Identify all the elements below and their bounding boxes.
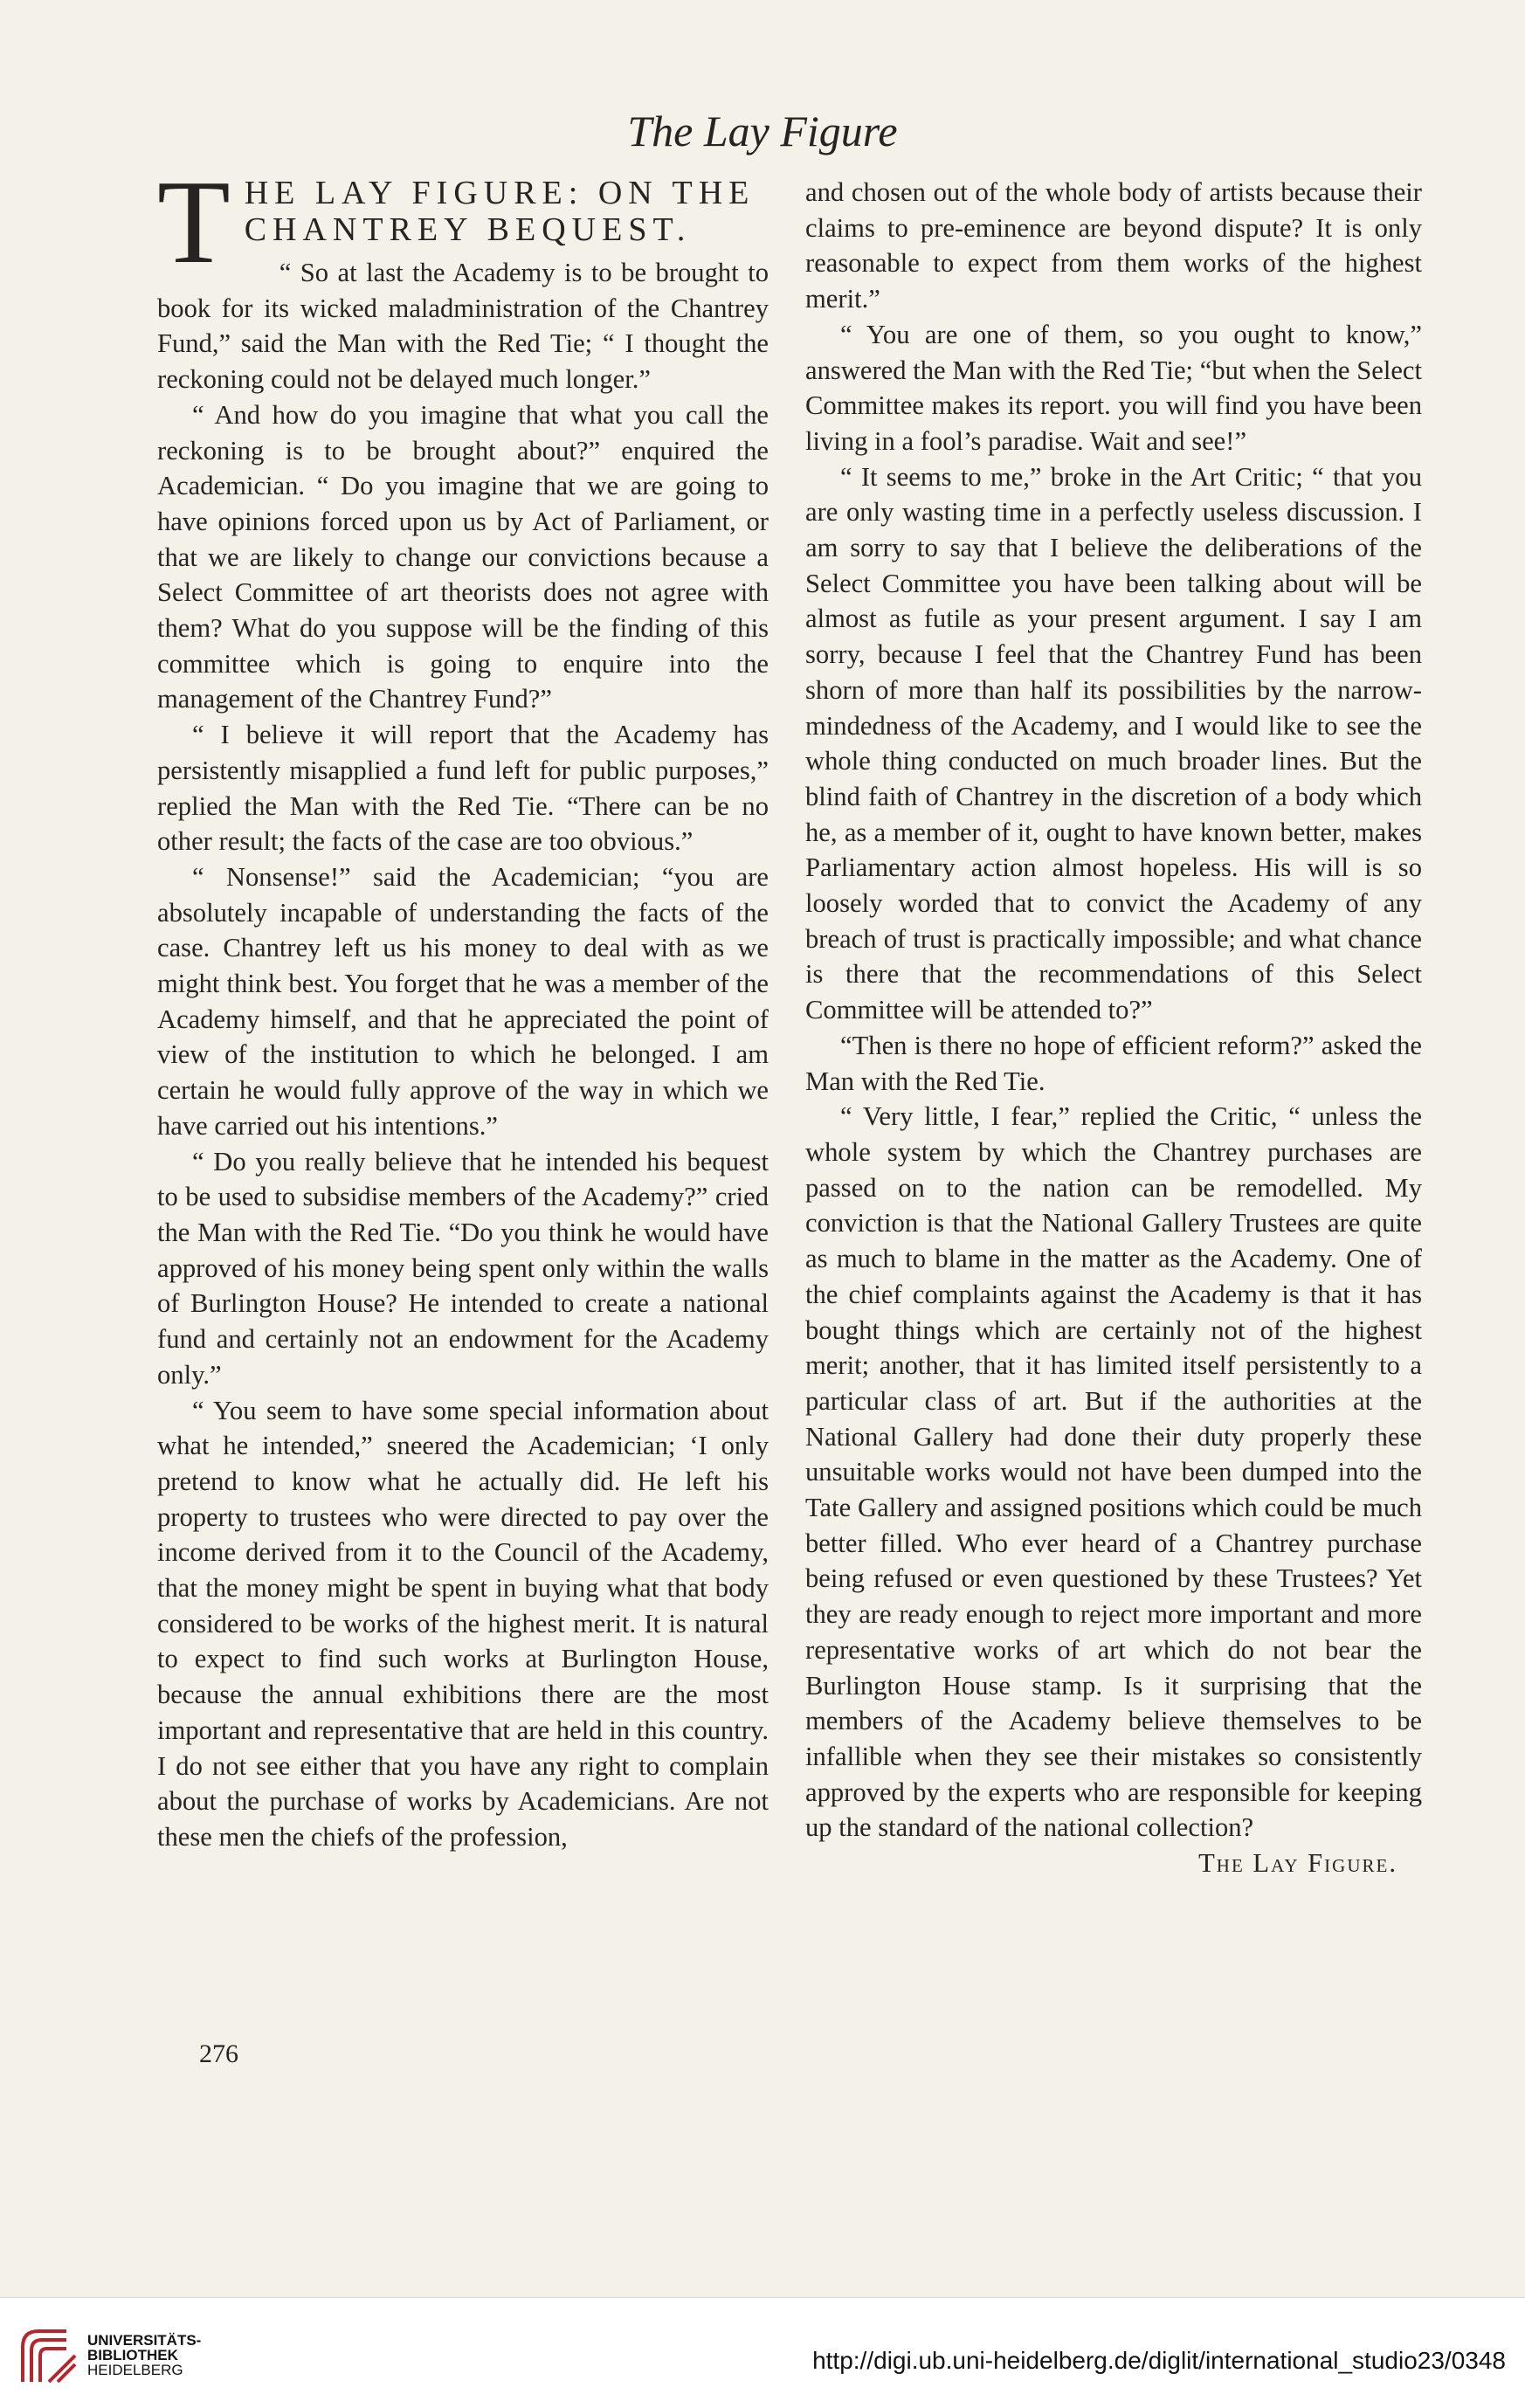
right-column bbox=[805, 175, 1422, 1881]
paragraph: “Then is there no hope of efficient reform?” asked the Man with the Red Tie. bbox=[805, 1030, 1422, 1096]
page-number: 276 bbox=[199, 2039, 238, 2068]
article-headline-line2: CHANTREY BEQUEST. bbox=[244, 211, 692, 248]
library-name: UNIVERSITÄTS- BIBLIOTHEK HEIDELBERG bbox=[87, 2332, 202, 2378]
source-url[interactable]: http://digi.ub.uni-heidelberg.de/diglit/international_studio23/0348 bbox=[812, 2347, 1506, 2374]
paragraph: “ Nonsense!” said the Academician; “you are absolutely incapable of understanding the facts of the case. Chantrey left us his money to deal with as we might think best. You forget that he was a member of the Academy himself, and that he appreciated the point of view of the institution to which he belonged. I am certain he would fully approve of the way in which we have carried out his intentions.” bbox=[157, 861, 769, 1141]
library-footer bbox=[0, 2297, 1525, 2408]
paragraph: “ It seems to me,” broke in the Art Critic; “ that you are only wasting time in a perfectly useless discussion. I am sorry to say that I believe the deliberations of the Select Committee you have been talking about will be almost as futile as your present argument. I say I am sorry, because I feel that the Chantrey Fund has been shorn of more than half its possibilities by the narrow-mindedness of the Academy, and I would like to see the whole thing conducted on much broader lines. But the blind faith of Chantrey in the discretion of a body which he, as a member of it, ought to have known better, makes Parliamentary action almost hopeless. His will is so loosely worded that to convict the Academy of any breach of trust is practically impossible; and what chance is there that the recommendations of this Select Committee will be attended to?” bbox=[805, 461, 1422, 1025]
paragraph: “ Do you really believe that he intended his bequest to be used to subsidise members of the Academy?” cried the Man with the Red Tie. “Do you think he would have approved of his money being spent only within the walls of Burlington House? He intended to create a national fund and certainly not an endowment for the Academy only.” bbox=[157, 1146, 769, 1390]
paragraph: “ I believe it will report that the Academy has persistently misapplied a fund left for public purposes,” replied the Man with the Red Tie. “There can be no other result; the facts of the case are too obvious.” bbox=[157, 720, 769, 857]
left-column bbox=[157, 155, 769, 1855]
paragraph: “ You are one of them, so you ought to know,” answered the Man with the Red Tie; “but when the Select Committee makes its report. you will find you have been living in a fool’s paradise. Wait and see!” bbox=[805, 319, 1422, 456]
paragraph: “ So at last the Academy is to be brought to book for its wicked maladministration of the Chantrey Fund,” said the Man with the Red Tie; “ I thought the reckoning could not be delayed much longer.” bbox=[157, 258, 769, 395]
paragraph-continuation: and chosen out of the whole body of artists because their claims to pre-eminence are beyond dispute? It is only reasonable to expect from them works of the highest merit.” bbox=[805, 177, 1422, 314]
signature: The Lay Figure. bbox=[1198, 1848, 1397, 1879]
paragraph: “ Very little, I fear,” replied the Critic, “ unless the whole system by which the Chantrey purchases are passed on to the nation can be remodelled. My conviction is that the National Gallery Trustees are quite as much to blame in the matter as the Academy. One of the chief complaints against the Academy is that it has bought things which are certainly not of the highest merit; another, that it has limited itself persistently to a particular class of art. But if the authorities at the National Gallery had done their duty properly these unsuitable works would not have been dumped into the Tate Gallery and assigned positions which could be much better filled. Who ever heard of a Chantrey purchase being refused or even questioned by these Trustees? Yet they are ready enough to reject more important and more representative works of art which do not bear the Burlington House stamp. Is it surprising that the members of the Academy believe themselves to be infallible when they see their mistakes so consistently approved by the experts who are responsible for keeping up the standard of the national collection? bbox=[805, 1101, 1422, 1843]
ub-heidelberg-logo-icon bbox=[14, 2321, 84, 2391]
article-headline-line1: HE LAY FIGURE: ON THE bbox=[244, 175, 756, 211]
paragraph: “ And how do you imagine that what you call the reckoning is to be brought about?” enquired the Academician. “ Do you imagine that we are going to have opinions forced upon us by Act of Parliament, or that we are likely to change our convictions because a Select Committee of art theorists does not agree with them? What do you suppose will be the finding of this committee which is going to enquire into the management of the Chantrey Fund?” bbox=[157, 399, 769, 714]
paragraph: “ You seem to have some special information about what he intended,” sneered the Academician; ‘I only pretend to know what he actually did. He left his property to trustees who were directed to pay over the income derived from it to the Council of the Academy, that the money might be spent in buying what that body considered to be works of the highest merit. It is natural to expect to find such works at Burlington House, because the annual exhibitions there are the most important and representative that are held in this country. I do not see either that you have any right to complain about the purchase of works by Academicians. Are not these men the chiefs of the profession, bbox=[157, 1395, 769, 1852]
running-title: The Lay Figure bbox=[627, 107, 898, 155]
drop-cap: T bbox=[157, 155, 231, 288]
